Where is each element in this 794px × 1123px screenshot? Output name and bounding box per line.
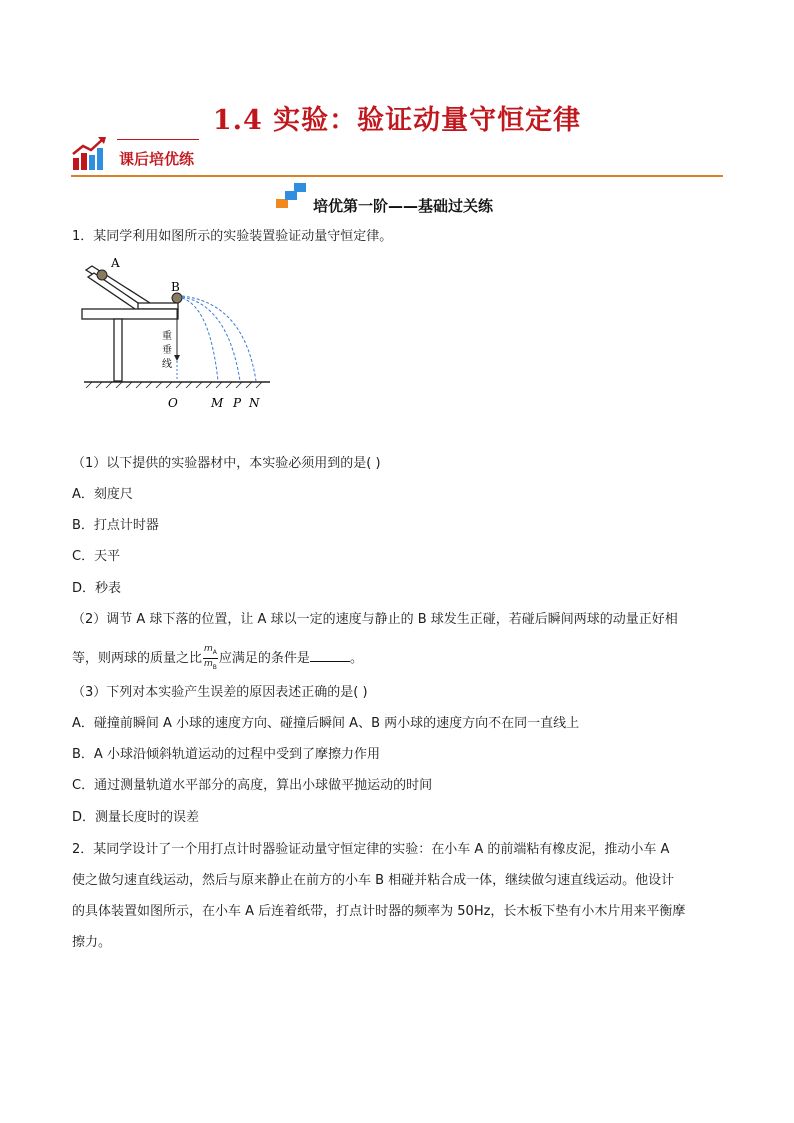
section-divider (71, 175, 723, 177)
page-title: 1.4 实验：验证动量守恒定律 (212, 105, 582, 136)
question-1-part-2-line-1: （2）调节 A 球下落的位置，让 A 球以一定的速度与静止的 B 球发生正碰，若碰后瞬间两球的动量正好相 (72, 612, 678, 627)
table-top (82, 309, 178, 319)
question-1-part-2-line-2 (72, 644, 363, 673)
question-1-part-1-stem: （1）以下提供的实验器材中，本实验必须用到的是( ) (72, 456, 381, 471)
question-1-part-3-stem: （3）下列对本实验产生误差的原因表述正确的是( ) (72, 685, 368, 700)
part2-text-before: 等，则两球的质量之比 (72, 650, 203, 666)
fraction-denominator: m (204, 658, 213, 669)
fraction-denominator-sub: B (212, 663, 217, 671)
trajectory-p (182, 297, 240, 381)
q1-part1-option-a: A．刻度尺 (72, 487, 133, 502)
ball-b-label: B (171, 280, 180, 294)
q1-part1-option-d: D．秒表 (72, 581, 122, 596)
fraction-numerator: m (204, 644, 213, 654)
question-2-line-2: 使之做匀速直线运动，然后与原来静止在前方的小车 B 相碰并粘合成一体，继续做匀速直线运动。他设计 (72, 873, 675, 888)
table-leg (114, 319, 122, 381)
incline-track (86, 266, 150, 307)
answer-blank[interactable] (310, 649, 350, 662)
plumb-label-1: 重 (162, 331, 172, 342)
mass-ratio-fraction (203, 644, 218, 673)
section-header-label: 课后培优练 (119, 150, 195, 168)
ball-a-label: A (111, 256, 120, 270)
q1-part1-option-b: B．打点计时器 (72, 518, 159, 533)
rising-bar-chart-icon (71, 136, 111, 172)
track-horizontal (138, 303, 178, 309)
q1-part3-option-d: D．测量长度时的误差 (72, 810, 200, 825)
q1-part3-option-c: C．通过测量轨道水平部分的高度，算出小球做平抛运动的时间 (72, 778, 433, 793)
trajectory-m (182, 298, 218, 381)
q1-part3-option-a: A．碰撞前瞬间 A 小球的速度方向、碰撞后瞬间 A、B 两小球的速度方向不在同一直线上 (72, 716, 580, 731)
q1-part3-option-b: B．A 小球沿倾斜轨道运动的过程中受到了摩擦力作用 (72, 747, 380, 762)
question-1-stem: 1．某同学利用如图所示的实验装置验证动量守恒定律。 (72, 229, 393, 244)
plumb-label-3: 线 (162, 359, 172, 370)
point-o-label: O (168, 396, 178, 410)
stair-steps-icon (276, 183, 310, 209)
question-2-line-1: 2．某同学设计了一个用打点计时器验证动量守恒定律的实验：在小车 A 的前端粘有橡皮泥，推动小车 A (72, 842, 670, 857)
ball-a (97, 270, 107, 280)
point-p-label: P (233, 396, 242, 410)
plumb-label-2: 垂 (162, 345, 172, 356)
part2-text-end: 。 (349, 650, 363, 666)
section-overline (117, 139, 199, 140)
fraction-numerator-sub: A (212, 648, 217, 656)
q1-part1-option-c: C．天平 (72, 549, 121, 564)
question-2-line-4: 擦力。 (72, 935, 112, 950)
subsection-header-label: 培优第一阶——基础过关练 (313, 197, 494, 215)
point-n-label: N (249, 396, 260, 410)
part2-text-after: 应满足的条件是 (218, 650, 310, 666)
trajectory-n (182, 296, 256, 381)
point-m-label: M (211, 396, 224, 410)
incline-rail (88, 273, 144, 311)
ball-b (172, 293, 182, 303)
collision-apparatus-diagram (78, 255, 278, 415)
question-2-line-3: 的具体装置如图所示，在小车 A 后连着纸带，打点计时器的频率为 50Hz，长木板下垫有小木片用来平衡摩 (72, 904, 686, 919)
